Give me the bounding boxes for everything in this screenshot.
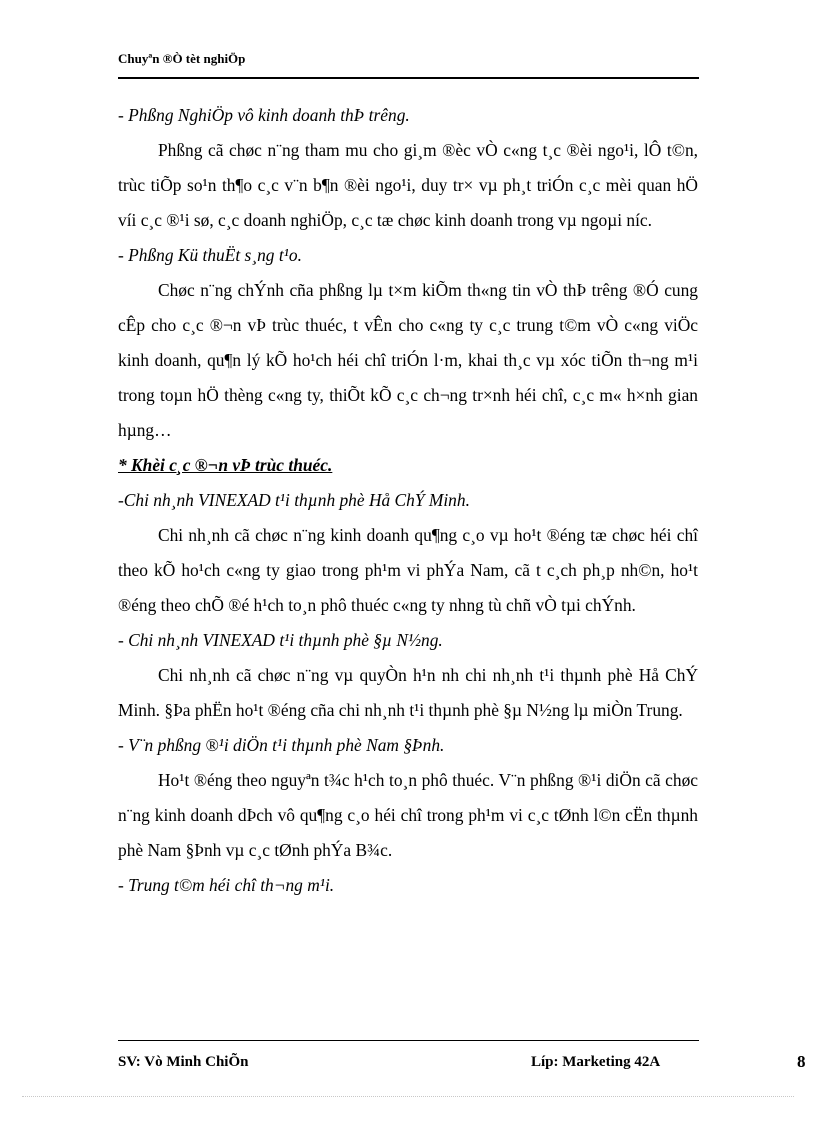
document-header-title: Chuyªn ®Ò tèt nghiÖp [118, 51, 246, 66]
footer-class: Líp: Marketing 42A [531, 1054, 661, 1070]
section-heading: * Khèi c¸c ®¬n vÞ trùc thuéc. [118, 455, 333, 475]
paragraph: Chøc n¨ng chÝnh cña phßng lµ t×m kiÕm th«ng tin vÒ thÞ trêng ®Ó cung cÊp cho c¸c ®¬n vÞ trùc thuéc, t vÊn cho c«ng ty c¸c trung t©m vÒ c«ng viÖc kinh doanh, qu¶n lý kÕ ho¹ch héi chî triÓn l·m, khai th¸c vµ xóc tiÕn th¬ng m¹i trong toµn hÖ thèng c«ng ty, thiÕt kÕ c¸c ch¬ng tr×nh héi chî, c¸c m« h×nh gian hµng… [118, 280, 698, 440]
section-item: -Chi nh¸nh VINEXAD t¹i thµnh phè Hå ChÝ Minh. [118, 490, 470, 510]
footer-rule [118, 1040, 699, 1041]
paragraph: Ho¹t ®éng theo nguyªn t¾c h¹ch to¸n phô thuéc. V¨n phßng ®¹i diÖn cã chøc n¨ng kinh doanh dÞch vô qu¶ng c¸o héi chî trong ph¹m vi c¸c tØnh l©n cËn thµnh phè Nam §Þnh vµ c¸c tØnh phÝa B¾c. [118, 770, 698, 860]
section-item: - V¨n phßng ®¹i diÖn t¹i thµnh phè Nam §Þnh. [118, 735, 445, 755]
document-body [118, 98, 698, 903]
section-item: - Chi nh¸nh VINEXAD t¹i thµnh phè §µ N½ng. [118, 630, 443, 650]
section-item: - Phßng Kü thuËt s¸ng t¹o. [118, 245, 302, 265]
page-boundary [22, 1096, 794, 1097]
paragraph: Chi nh¸nh cã chøc n¨ng kinh doanh qu¶ng c¸o vµ ho¹t ®éng tæ chøc héi chî theo kÕ ho¹ch c«ng ty giao trong ph¹m vi phÝa Nam, cã t c¸ch ph¸p nh©n, ho¹t ®éng theo chÕ ®é h¹ch to¸n phô thuéc c«ng ty nhng tù chñ vÒ tµi chÝnh. [118, 525, 698, 615]
section-item: - Phßng NghiÖp vô kinh doanh thÞ trêng. [118, 105, 410, 125]
footer-student: SV: Vò Minh ChiÕn [118, 1054, 249, 1070]
page-number: 8 [797, 1052, 806, 1071]
paragraph: Chi nh¸nh cã chøc n¨ng vµ quyÒn h¹n nh chi nh¸nh t¹i thµnh phè Hå ChÝ Minh. §Þa phËn ho¹t ®éng cña chi nh¸nh t¹i thµnh phè §µ N½ng lµ miÒn Trung. [118, 665, 698, 720]
header-rule [118, 77, 699, 79]
paragraph: Phßng cã chøc n¨ng tham mu cho gi¸m ®èc vÒ c«ng t¸c ®èi ngo¹i, lÔ t©n, trùc tiÕp so¹n th¶o c¸c v¨n b¶n ®èi ngo¹i, duy tr× vµ ph¸t triÓn c¸c mèi quan hÖ víi c¸c ®¹i sø, c¸c doanh nghiÖp, c¸c tæ chøc kinh doanh trong vµ ngoµi níc. [118, 140, 698, 230]
section-item: - Trung t©m héi chî th¬ng m¹i. [118, 875, 335, 895]
